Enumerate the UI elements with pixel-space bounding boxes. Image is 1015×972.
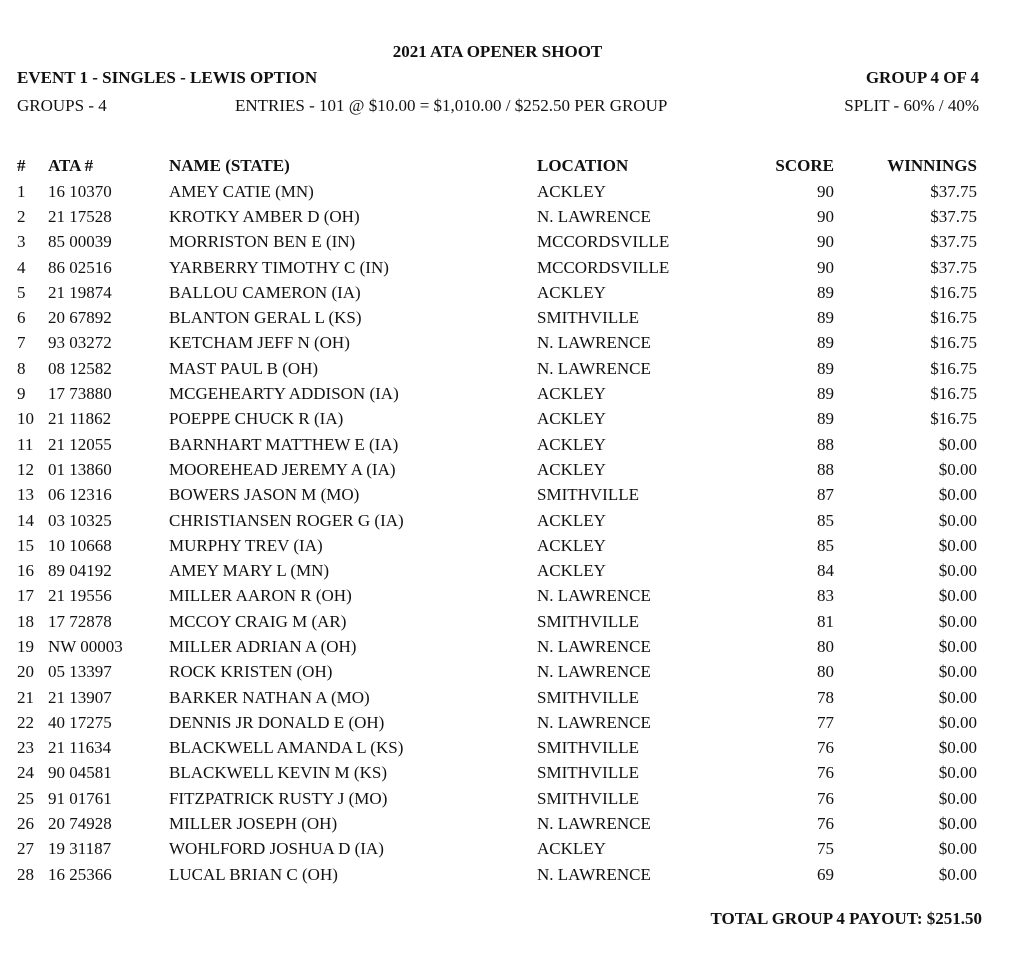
row-winnings: $0.00 xyxy=(938,738,977,758)
row-winnings: $0.00 xyxy=(938,687,977,707)
row-ata-number: 91 01761 xyxy=(48,788,112,808)
row-score: 89 xyxy=(817,333,834,353)
row-score: 89 xyxy=(817,308,834,328)
row-winnings: $37.75 xyxy=(930,232,977,252)
row-location: ACKLEY xyxy=(537,561,606,581)
row-score: 90 xyxy=(817,232,834,252)
row-ata-number: 16 25366 xyxy=(48,864,112,884)
table-row xyxy=(10,660,977,685)
row-name: AMEY CATIE (MN) xyxy=(169,181,314,201)
table-row xyxy=(10,761,977,786)
row-score: 76 xyxy=(817,814,834,834)
row-location: SMITHVILLE xyxy=(537,788,639,808)
row-ata-number: 93 03272 xyxy=(48,333,112,353)
row-ata-number: 17 73880 xyxy=(48,384,112,404)
row-score: 89 xyxy=(817,384,834,404)
row-score: 81 xyxy=(817,611,834,631)
row-num: 21 xyxy=(17,687,34,707)
row-ata-number: 17 72878 xyxy=(48,611,112,631)
row-location: N. LAWRENCE xyxy=(537,206,651,226)
groups-count: GROUPS - 4 xyxy=(17,96,107,115)
entries-summary: ENTRIES - 101 @ $10.00 = $1,010.00 / $252.50 PER GROUP xyxy=(235,96,668,115)
row-ata-number: 21 19874 xyxy=(48,282,112,302)
header-winnings: WINNINGS xyxy=(887,156,977,175)
row-location: N. LAWRENCE xyxy=(537,864,651,884)
row-num: 8 xyxy=(17,358,26,378)
row-num: 25 xyxy=(17,788,34,808)
row-score: 76 xyxy=(817,788,834,808)
row-location: ACKLEY xyxy=(537,282,606,302)
table-row xyxy=(10,786,977,811)
row-location: N. LAWRENCE xyxy=(537,636,651,656)
row-winnings: $0.00 xyxy=(938,839,977,859)
table-row xyxy=(10,381,977,406)
header-num: # xyxy=(17,156,26,175)
row-location: ACKLEY xyxy=(537,434,606,454)
table-row xyxy=(10,634,977,659)
row-score: 80 xyxy=(817,636,834,656)
row-score: 76 xyxy=(817,738,834,758)
row-winnings: $0.00 xyxy=(938,864,977,884)
row-ata-number: 90 04581 xyxy=(48,763,112,783)
row-winnings: $0.00 xyxy=(938,662,977,682)
row-num: 17 xyxy=(17,586,34,606)
row-num: 12 xyxy=(17,459,34,479)
row-score: 88 xyxy=(817,434,834,454)
row-name: FITZPATRICK RUSTY J (MO) xyxy=(169,788,388,808)
row-ata-number: 21 19556 xyxy=(48,586,112,606)
row-ata-number: 21 17528 xyxy=(48,206,112,226)
row-winnings: $0.00 xyxy=(938,561,977,581)
row-num: 19 xyxy=(17,636,34,656)
split-info: SPLIT - 60% / 40% xyxy=(844,96,979,115)
header-ata: ATA # xyxy=(48,156,94,175)
row-num: 10 xyxy=(17,409,34,429)
table-row xyxy=(10,432,977,457)
total-payout: TOTAL GROUP 4 PAYOUT: $251.50 xyxy=(710,909,982,928)
row-winnings: $37.75 xyxy=(930,206,977,226)
row-ata-number: 16 10370 xyxy=(48,181,112,201)
row-ata-number: 21 12055 xyxy=(48,434,112,454)
row-location: ACKLEY xyxy=(537,510,606,530)
row-name: BOWERS JASON M (MO) xyxy=(169,485,360,505)
row-score: 89 xyxy=(817,282,834,302)
row-location: N. LAWRENCE xyxy=(537,333,651,353)
row-score: 75 xyxy=(817,839,834,859)
row-name: MILLER ADRIAN A (OH) xyxy=(169,636,357,656)
row-location: ACKLEY xyxy=(537,409,606,429)
row-ata-number: 21 13907 xyxy=(48,687,112,707)
row-location: ACKLEY xyxy=(537,535,606,555)
table-row xyxy=(10,811,977,836)
row-num: 28 xyxy=(17,864,34,884)
row-location: SMITHVILLE xyxy=(537,738,639,758)
row-num: 4 xyxy=(17,257,26,277)
row-num: 5 xyxy=(17,282,26,302)
row-location: ACKLEY xyxy=(537,459,606,479)
row-location: ACKLEY xyxy=(537,839,606,859)
row-location: N. LAWRENCE xyxy=(537,814,651,834)
table-row xyxy=(10,230,977,255)
row-name: MCCOY CRAIG M (AR) xyxy=(169,611,347,631)
row-score: 83 xyxy=(817,586,834,606)
row-num: 27 xyxy=(17,839,34,859)
row-ata-number: 01 13860 xyxy=(48,459,112,479)
row-num: 24 xyxy=(17,763,34,783)
table-row xyxy=(10,305,977,330)
row-winnings: $16.75 xyxy=(930,308,977,328)
row-location: N. LAWRENCE xyxy=(537,586,651,606)
row-name: MILLER AARON R (OH) xyxy=(169,586,352,606)
row-name: BARNHART MATTHEW E (IA) xyxy=(169,434,399,454)
row-ata-number: 19 31187 xyxy=(48,839,112,859)
row-location: N. LAWRENCE xyxy=(537,358,651,378)
row-name: CHRISTIANSEN ROGER G (IA) xyxy=(169,510,404,530)
group-label: GROUP 4 OF 4 xyxy=(865,68,979,87)
row-num: 15 xyxy=(17,535,34,555)
row-winnings: $16.75 xyxy=(930,384,977,404)
row-winnings: $0.00 xyxy=(938,763,977,783)
row-num: 13 xyxy=(17,485,34,505)
row-location: MCCORDSVILLE xyxy=(537,232,670,252)
row-ata-number: 21 11862 xyxy=(48,409,112,429)
row-winnings: $0.00 xyxy=(938,712,977,732)
row-ata-number: 86 02516 xyxy=(48,257,112,277)
row-name: AMEY MARY L (MN) xyxy=(169,561,330,581)
row-name: MOOREHEAD JEREMY A (IA) xyxy=(169,459,396,479)
row-location: ACKLEY xyxy=(537,384,606,404)
row-num: 9 xyxy=(17,384,26,404)
row-name: BLACKWELL KEVIN M (KS) xyxy=(169,763,387,783)
row-winnings: $0.00 xyxy=(938,459,977,479)
row-winnings: $16.75 xyxy=(930,358,977,378)
row-location: SMITHVILLE xyxy=(537,611,639,631)
row-winnings: $16.75 xyxy=(930,409,977,429)
row-location: SMITHVILLE xyxy=(537,687,639,707)
row-score: 87 xyxy=(817,485,834,505)
row-score: 78 xyxy=(817,687,834,707)
row-num: 16 xyxy=(17,561,34,581)
table-row xyxy=(10,407,977,432)
row-name: KETCHAM JEFF N (OH) xyxy=(169,333,350,353)
table-row xyxy=(10,609,977,634)
row-winnings: $0.00 xyxy=(938,636,977,656)
row-winnings: $0.00 xyxy=(938,814,977,834)
row-name: YARBERRY TIMOTHY C (IN) xyxy=(169,257,389,277)
row-ata-number: 20 67892 xyxy=(48,308,112,328)
row-score: 69 xyxy=(817,864,834,884)
row-num: 20 xyxy=(17,662,34,682)
row-num: 23 xyxy=(17,738,34,758)
row-num: 3 xyxy=(17,232,26,252)
row-name: KROTKY AMBER D (OH) xyxy=(169,206,360,226)
table-header-row xyxy=(10,153,977,179)
table-row xyxy=(10,533,977,558)
row-ata-number: 21 11634 xyxy=(48,738,112,758)
table-row xyxy=(10,280,977,305)
table-row xyxy=(10,584,977,609)
row-num: 6 xyxy=(17,308,26,328)
table-row xyxy=(10,483,977,508)
row-score: 90 xyxy=(817,181,834,201)
row-num: 18 xyxy=(17,611,34,631)
document-title: 2021 ATA OPENER SHOOT xyxy=(392,42,603,61)
row-location: MCCORDSVILLE xyxy=(537,257,670,277)
row-score: 90 xyxy=(817,257,834,277)
row-winnings: $16.75 xyxy=(930,282,977,302)
row-location: ACKLEY xyxy=(537,181,606,201)
row-name: MORRISTON BEN E (IN) xyxy=(169,232,356,252)
row-ata-number: NW 00003 xyxy=(48,636,123,656)
row-num: 14 xyxy=(17,510,34,530)
row-score: 85 xyxy=(817,510,834,530)
table-row xyxy=(10,255,977,280)
row-winnings: $0.00 xyxy=(938,535,977,555)
row-name: BLANTON GERAL L (KS) xyxy=(169,308,362,328)
row-winnings: $16.75 xyxy=(930,333,977,353)
row-ata-number: 85 00039 xyxy=(48,232,112,252)
table-row xyxy=(10,837,977,862)
row-ata-number: 03 10325 xyxy=(48,510,112,530)
row-winnings: $0.00 xyxy=(938,510,977,530)
event-label: EVENT 1 - SINGLES - LEWIS OPTION xyxy=(17,68,318,87)
row-ata-number: 40 17275 xyxy=(48,712,112,732)
row-ata-number: 10 10668 xyxy=(48,535,112,555)
row-name: BALLOU CAMERON (IA) xyxy=(169,282,361,302)
row-name: MURPHY TREV (IA) xyxy=(169,535,323,555)
table-row xyxy=(10,457,977,482)
row-location: SMITHVILLE xyxy=(537,308,639,328)
row-winnings: $0.00 xyxy=(938,586,977,606)
row-score: 80 xyxy=(817,662,834,682)
row-ata-number: 06 12316 xyxy=(48,485,112,505)
row-num: 11 xyxy=(17,434,34,454)
table-row xyxy=(10,736,977,761)
results-table xyxy=(10,153,977,887)
row-score: 76 xyxy=(817,763,834,783)
row-ata-number: 20 74928 xyxy=(48,814,112,834)
row-name: BLACKWELL AMANDA L (KS) xyxy=(169,738,404,758)
row-winnings: $0.00 xyxy=(938,485,977,505)
row-score: 89 xyxy=(817,358,834,378)
table-row xyxy=(10,204,977,229)
header-score: SCORE xyxy=(775,156,834,175)
row-location: N. LAWRENCE xyxy=(537,662,651,682)
row-winnings: $37.75 xyxy=(930,181,977,201)
table-row xyxy=(10,179,977,204)
row-name: DENNIS JR DONALD E (OH) xyxy=(169,712,385,732)
row-num: 7 xyxy=(17,333,26,353)
row-name: MILLER JOSEPH (OH) xyxy=(169,814,338,834)
table-row xyxy=(10,558,977,583)
row-name: MCGEHEARTY ADDISON (IA) xyxy=(169,384,399,404)
row-score: 84 xyxy=(817,561,834,581)
row-name: BARKER NATHAN A (MO) xyxy=(169,687,370,707)
table-row xyxy=(10,356,977,381)
row-score: 89 xyxy=(817,409,834,429)
row-location: SMITHVILLE xyxy=(537,485,639,505)
row-winnings: $0.00 xyxy=(938,788,977,808)
table-row xyxy=(10,331,977,356)
row-score: 77 xyxy=(817,712,834,732)
row-score: 88 xyxy=(817,459,834,479)
row-name: MAST PAUL B (OH) xyxy=(169,358,319,378)
row-winnings: $0.00 xyxy=(938,611,977,631)
table-row xyxy=(10,710,977,735)
row-num: 22 xyxy=(17,712,34,732)
row-name: POEPPE CHUCK R (IA) xyxy=(169,409,344,429)
row-score: 85 xyxy=(817,535,834,555)
row-name: LUCAL BRIAN C (OH) xyxy=(169,864,338,884)
row-name: ROCK KRISTEN (OH) xyxy=(169,662,333,682)
row-num: 26 xyxy=(17,814,34,834)
row-ata-number: 05 13397 xyxy=(48,662,112,682)
row-location: SMITHVILLE xyxy=(537,763,639,783)
table-row xyxy=(10,685,977,710)
row-score: 90 xyxy=(817,206,834,226)
row-num: 2 xyxy=(17,206,26,226)
row-winnings: $37.75 xyxy=(930,257,977,277)
header-name: NAME (STATE) xyxy=(169,156,290,175)
table-row xyxy=(10,862,977,887)
row-num: 1 xyxy=(17,181,26,201)
row-name: WOHLFORD JOSHUA D (IA) xyxy=(169,839,384,859)
table-row xyxy=(10,508,977,533)
row-ata-number: 08 12582 xyxy=(48,358,112,378)
header-location: LOCATION xyxy=(537,156,629,175)
row-ata-number: 89 04192 xyxy=(48,561,112,581)
row-winnings: $0.00 xyxy=(938,434,977,454)
row-location: N. LAWRENCE xyxy=(537,712,651,732)
